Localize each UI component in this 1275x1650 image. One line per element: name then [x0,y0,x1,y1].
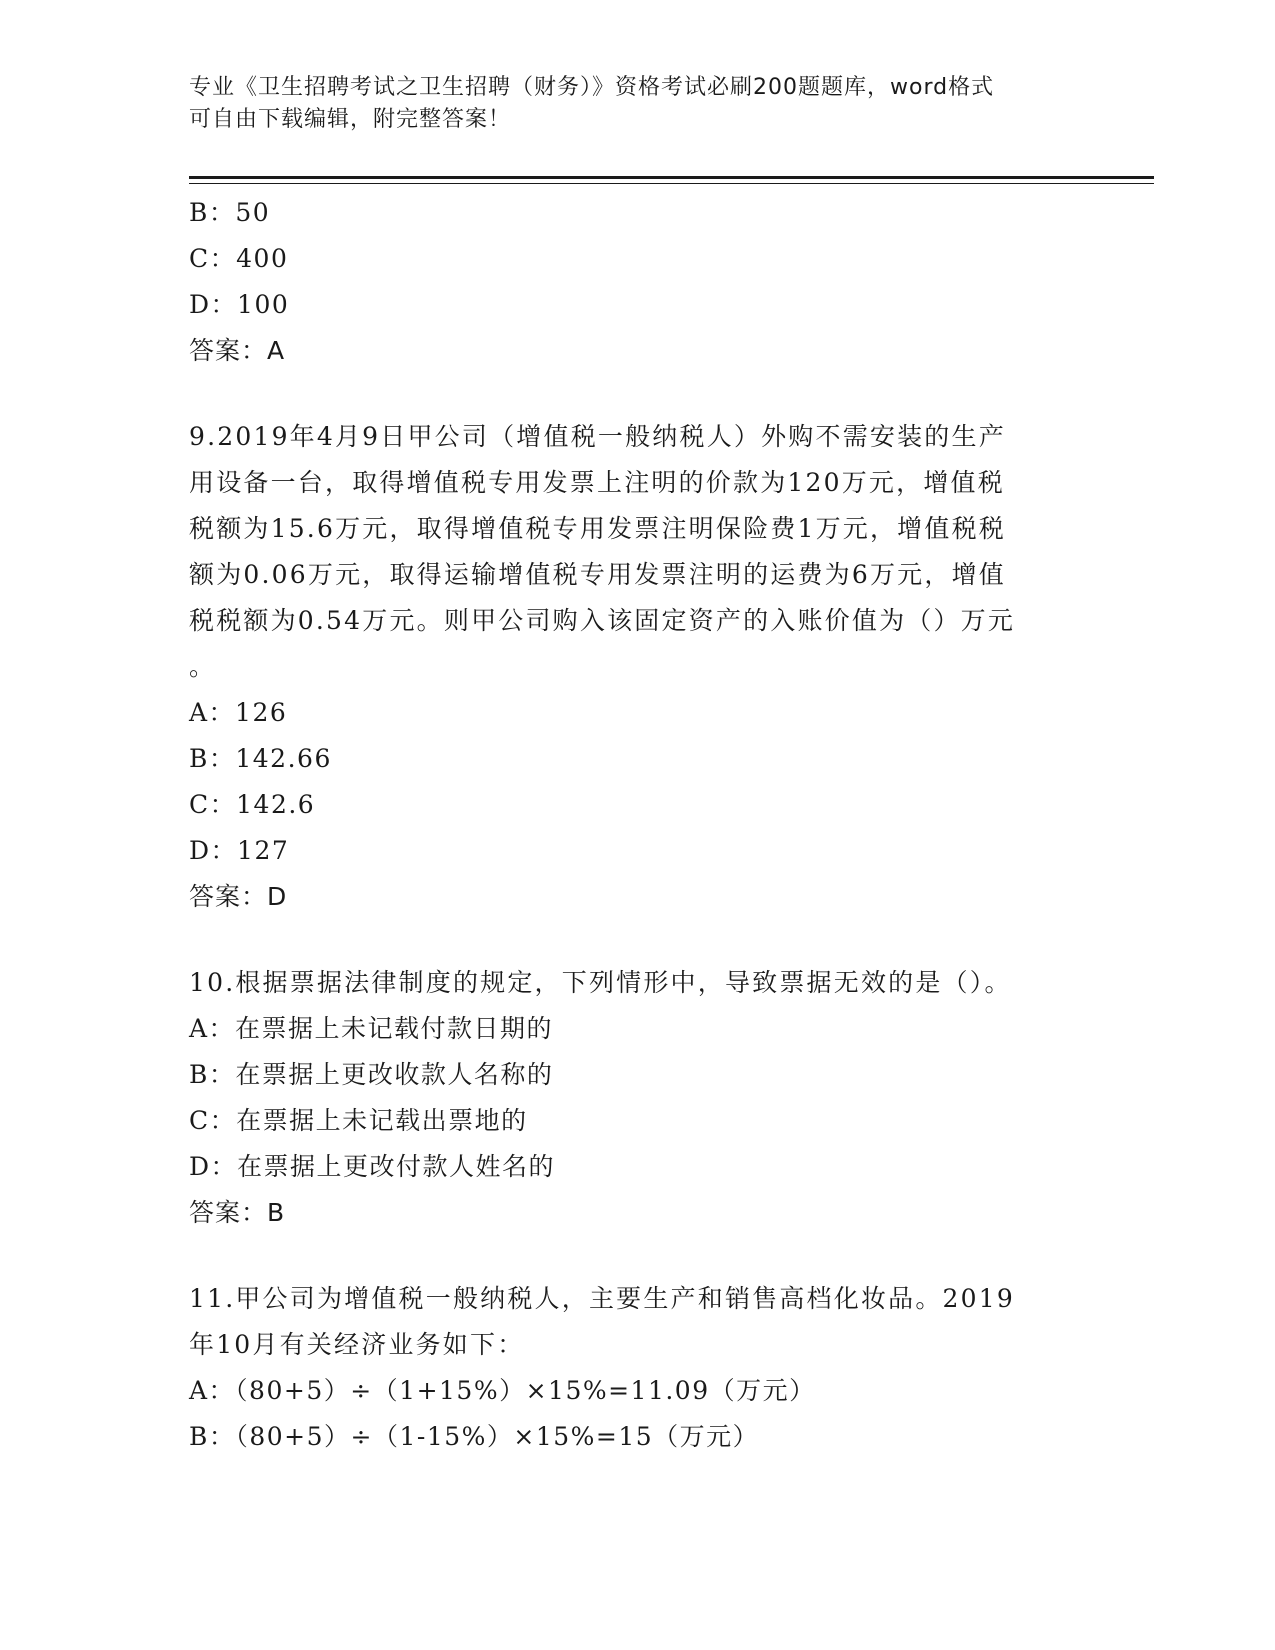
stem-line: 税税额为0.54万元。则甲公司购入该固定资产的入账价值为（）万元 [189,606,1016,635]
spacer [189,374,1079,414]
option-b: B：在票据上更改收款人名称的 [189,1060,554,1089]
document-body [189,190,1079,1460]
stem-line: 年10月有关经济业务如下： [189,1330,525,1359]
question-8 [189,190,1079,374]
option-c: C：142.6 [189,790,316,819]
stem-line: 用设备一台，取得增值税专用发票上注明的价款为120万元，增值税 [189,468,1005,497]
answer: 答案：B [189,1198,286,1227]
spacer [189,1236,1079,1276]
question-stem [189,960,1079,1006]
option-b: B：（80+5）÷（1-15%）×15%=15（万元） [189,1422,760,1451]
question-9 [189,414,1079,920]
stem-line: 10.根据票据法律制度的规定，下列情形中，导致票据无效的是（）。 [189,968,1012,997]
question-10 [189,960,1079,1236]
spacer [189,920,1079,960]
answer: 答案：A [189,336,286,365]
option-b: B：50 [189,198,271,227]
option-d: D：100 [189,290,290,319]
header-rule-thin [189,183,1154,184]
stem-line: 11.甲公司为增值税一般纳税人，主要生产和销售高档化妆品。2019 [189,1284,1015,1313]
header-line-2: 可自由下载编辑，附完整答案！ [189,107,512,132]
question-stem [189,414,1079,690]
document-header [189,72,1069,136]
stem-line: 额为0.06万元，取得运输增值税专用发票注明的运费为6万元，增值 [189,560,1006,589]
stem-line: 。 [189,652,217,681]
option-c: C：400 [189,244,289,273]
option-a: A：在票据上未记载付款日期的 [189,1014,554,1043]
header-line-1: 专业《卫生招聘考试之卫生招聘（财务）》资格考试必刷200题题库，word格式 [189,75,995,100]
option-c: C：在票据上未记载出票地的 [189,1106,528,1135]
header-rule-thick [189,176,1154,179]
question-11 [189,1276,1079,1460]
option-d: D：在票据上更改付款人姓名的 [189,1152,556,1181]
option-b: B：142.66 [189,744,332,773]
stem-line: 9.2019年4月9日甲公司（增值税一般纳税人）外购不需安装的生产 [189,422,1006,451]
stem-line: 税额为15.6万元，取得增值税专用发票注明保险费1万元，增值税税 [189,514,1006,543]
option-a: A：126 [189,698,288,727]
option-d: D：127 [189,836,290,865]
question-stem [189,1276,1079,1368]
answer: 答案：D [189,882,288,911]
option-a: A：（80+5）÷（1+15%）×15%=11.09（万元） [189,1376,816,1405]
